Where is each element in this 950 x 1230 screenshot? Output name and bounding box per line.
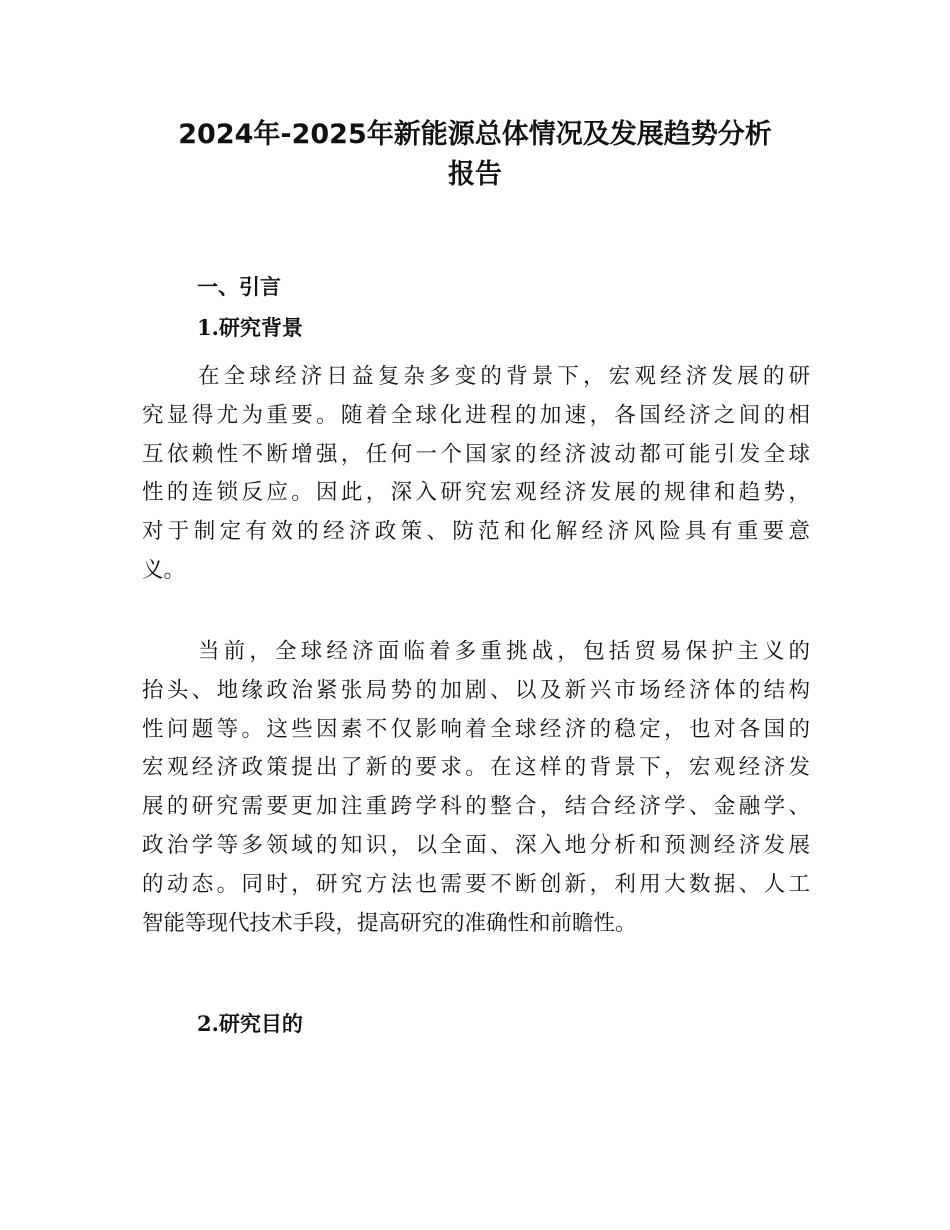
paragraph-line: 对于制定有效的经济政策、防范和化解经济风险具有重要意 — [142, 519, 810, 545]
paragraph-line: 的动态。同时，研究方法也需要不断创新，利用大数据、人工 — [142, 871, 810, 897]
section-heading-introduction: 一、引言 — [197, 274, 281, 299]
paragraph-line: 展的研究需要更加注重跨学科的整合，结合经济学、金融学、 — [142, 794, 810, 820]
paragraph-research-background-2 — [142, 633, 810, 943]
paragraph-line: 究显得尤为重要。随着全球化进程的加速，各国经济之间的相 — [142, 402, 810, 428]
paragraph-line: 性问题等。这些因素不仅影响着全球经济的稳定，也对各国的 — [142, 716, 810, 742]
paragraph-line: 互依赖性不断增强，任何一个国家的经济波动都可能引发全球 — [142, 441, 810, 467]
paragraph-line: 义。 — [142, 557, 186, 583]
subsection-heading-research-background: 1.研究背景 — [197, 315, 303, 340]
paragraph-line: 宏观经济政策提出了新的要求。在这样的背景下，宏观经济发 — [142, 755, 810, 781]
document-title-line-2: 报告 — [448, 159, 502, 190]
subsection-heading-research-purpose: 2.研究目的 — [197, 1011, 303, 1036]
paragraph-line: 在全球经济日益复杂多变的背景下，宏观经济发展的研 — [198, 364, 810, 389]
document-title-line-1: 2024年-2025年新能源总体情况及发展趋势分析 — [178, 119, 772, 150]
paragraph-line: 当前，全球经济面临着多重挑战，包括贸易保护主义的 — [198, 639, 810, 664]
paragraph-line: 智能等现代技术手段，提高研究的准确性和前瞻性。 — [142, 910, 637, 936]
paragraph-line: 政治学等多领域的知识，以全面、深入地分析和预测经济发展 — [142, 832, 810, 858]
paragraph-research-background-1 — [142, 358, 810, 591]
paragraph-line: 性的连锁反应。因此，深入研究宏观经济发展的规律和趋势， — [142, 480, 810, 506]
paragraph-line: 抬头、地缘政治紧张局势的加剧、以及新兴市场经济体的结构 — [142, 677, 810, 703]
